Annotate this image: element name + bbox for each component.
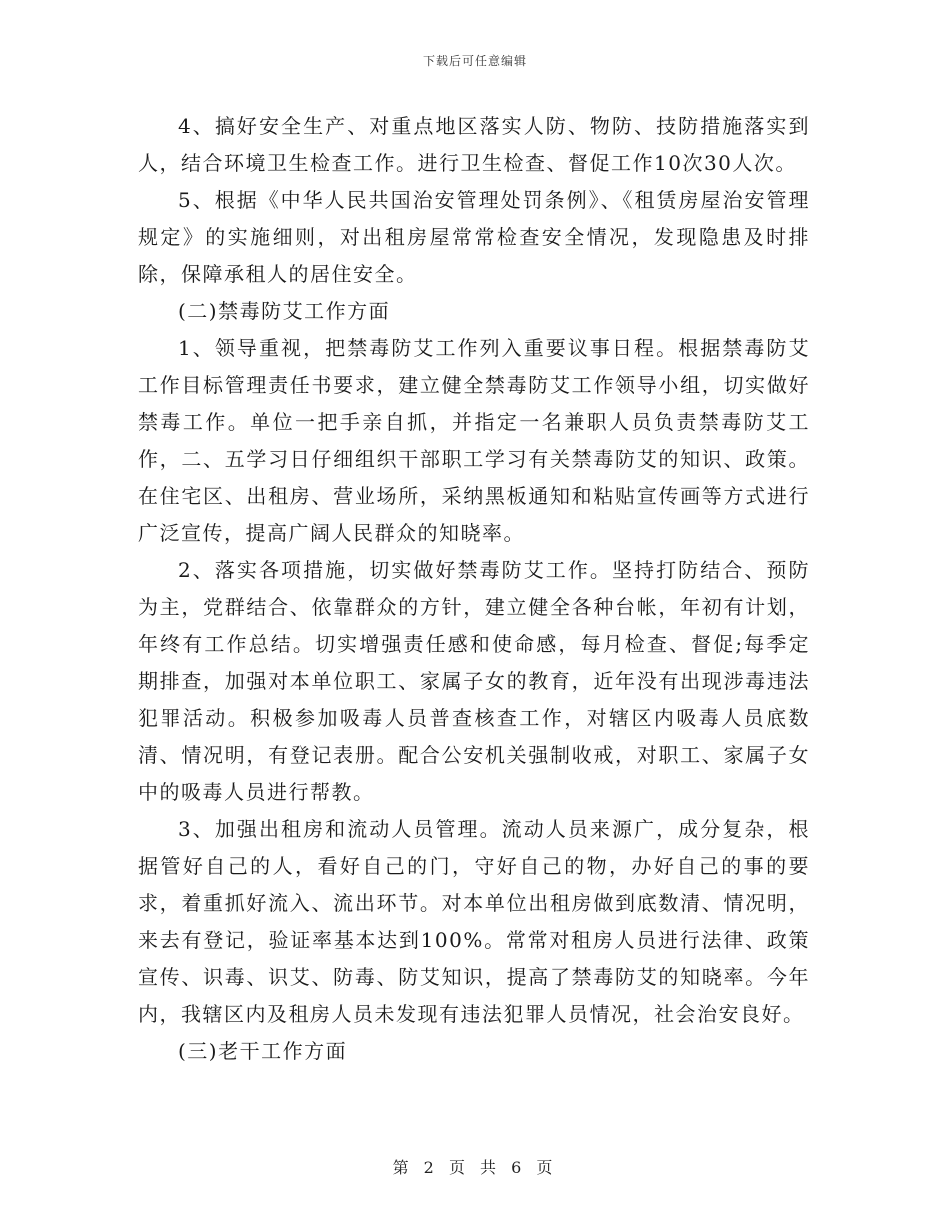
page-number-footer: 第 2 页 共 6 页 <box>392 1158 558 1177</box>
paragraph-anti-drug-3: 3、加强出租房和流动人员管理。流动人员来源广，成分复杂，根据管好自己的人，看好自己的门，守好自己的物，办好自己的事的要求，着重抓好流入、流出环节。对本单位出租房做到底数清、情况明，来去有登记，验证率基本达到100%。常常对租房人员进行法律、政策宣传、识毒、识艾、防毒、防艾知识，提高了禁毒防艾的知晓率。今年内，我辖区内及租房人员未发现有违法犯罪人员情况，社会治安良好。 <box>138 817 810 1026</box>
section-heading-anti-drug: (二)禁毒防艾工作方面 <box>178 299 391 323</box>
paragraph-item-5: 5、根据《中华人民共国治安管理处罚条例》、《租赁房屋治安管理规定》的实施细则，对出租房屋常常检查安全情况，发现隐患及时排除，保障承租人的居住安全。 <box>138 188 810 286</box>
paragraph-item-4: 4、搞好安全生产、对重点地区落实人防、物防、技防措施落实到人，结合环境卫生检查工作。进行卫生检查、督促工作10次30人次。 <box>138 114 810 175</box>
paragraph-anti-drug-2: 2、落实各项措施，切实做好禁毒防艾工作。坚持打防结合、预防为主，党群结合、依靠群众的方针，建立健全各种台帐，年初有计划，年终有工作总结。切实增强责任感和使命感，每月检查、督促;每季定期排查，加强对本单位职工、家属子女的教育，近年没有出现涉毒违法犯罪活动。积极参加吸毒人员普查核查工作，对辖区内吸毒人员底数清、情况明，有登记表册。配合公安机关强制收戒，对职工、家属子女中的吸毒人员进行帮教。 <box>138 558 810 804</box>
paragraph-anti-drug-1: 1、领导重视，把禁毒防艾工作列入重要议事日程。根据禁毒防艾工作目标管理责任书要求，建立健全禁毒防艾工作领导小组，切实做好禁毒工作。单位一把手亲自抓，并指定一名兼职人员负责禁毒防艾工作，二、五学习日仔细组织干部职工学习有关禁毒防艾的知识、政策。在住宅区、出租房、营业场所，采纳黑板通知和粘贴宣传画等方式进行广泛宣传，提高广阔人民群众的知晓率。 <box>138 336 810 545</box>
section-heading-veteran-cadres: (三)老干工作方面 <box>178 1039 348 1063</box>
document-body <box>138 108 810 1070</box>
page-header: 下载后可任意编辑 <box>422 54 527 68</box>
